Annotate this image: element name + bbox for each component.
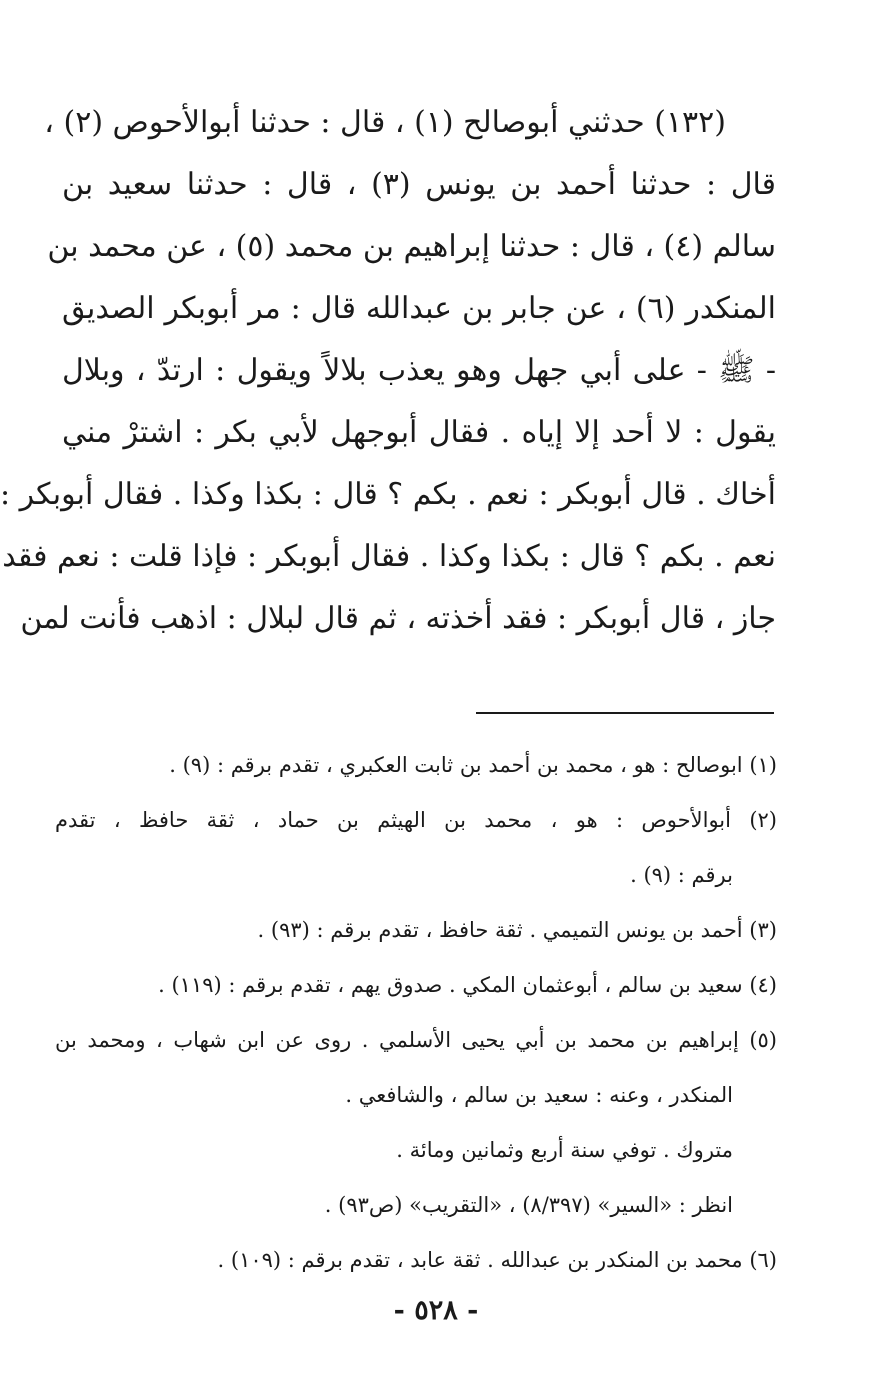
main-text-line: (١٣٢) حدثني أبوصالح (١) ، قال : حدثنا أبوالأحوص (٢) ،	[44, 105, 726, 140]
page-number: - ٥٢٨ -	[393, 1295, 479, 1326]
footnote-line: (٦) محمد بن المنكدر بن عبدالله . ثقة عابد ، تقدم برقم : (١٠٩) .	[217, 1248, 777, 1272]
footnote-line: (٤) سعيد بن سالم ، أبوعثمان المكي . صدوق يهم ، تقدم برقم : (١١٩) .	[158, 973, 777, 997]
footnote-line: انظر : «السير» (٨/٣٩٧) ، «التقريب» (ص٩٣) .	[324, 1193, 733, 1217]
main-text-line: المنكدر (٦) ، عن جابر بن عبدالله قال : مر أبوبكر الصديق	[62, 291, 777, 326]
footnotes-block	[55, 738, 777, 1288]
footnote-line: المنكدر ، وعنه : سعيد بن سالم ، والشافعي .	[345, 1083, 733, 1107]
footnote-line: متروك . توفي سنة أربع وثمانين ومائة .	[396, 1138, 733, 1162]
footnote-line: (١) ابوصالح : هو ، محمد بن أحمد بن ثابت العكبري ، تقدم برقم : (٩) .	[169, 753, 777, 777]
main-text-line: يقول : لا أحد إلا إياه . فقال أبوجهل لأبي بكر : اشترْ مني	[62, 415, 776, 450]
main-text-block	[0, 92, 777, 650]
footnote-line: (٢) أبوالأحوص : هو ، محمد بن الهيثم بن حماد ، ثقة حافظ ، تقدم	[55, 808, 777, 832]
main-text-line: - ﷺ - على أبي جهل وهو يعذب بلالاً ويقول : ارتدّ ، وبلال	[62, 353, 776, 388]
footnote-line: برقم : (٩) .	[630, 863, 733, 887]
main-text-line: جاز ، قال أبوبكر : فقد أخذته ، ثم قال لبلال : اذهب فأنت لمن	[20, 601, 776, 636]
main-text-line: أخاك . قال أبوبكر : نعم . بكم ؟ قال : بكذا وكذا . فقال أبوبكر :	[0, 477, 776, 512]
main-text-line: قال : حدثنا أحمد بن يونس (٣) ، قال : حدثنا سعيد بن	[62, 167, 777, 202]
main-text-line: نعم . بكم ؟ قال : بكذا وكذا . فقال أبوبكر : فإذا قلت : نعم فقد	[2, 539, 776, 574]
footnote-separator	[476, 712, 774, 714]
footnote-line: (٥) إبراهيم بن محمد بن أبي يحيى الأسلمي . روى عن ابن شهاب ، ومحمد بن	[55, 1028, 777, 1052]
main-text-line: سالم (٤) ، قال : حدثنا إبراهيم بن محمد (٥) ، عن محمد بن	[47, 229, 776, 264]
footnote-line: (٣) أحمد بن يونس التميمي . ثقة حافظ ، تقدم برقم : (٩٣) .	[257, 918, 777, 942]
